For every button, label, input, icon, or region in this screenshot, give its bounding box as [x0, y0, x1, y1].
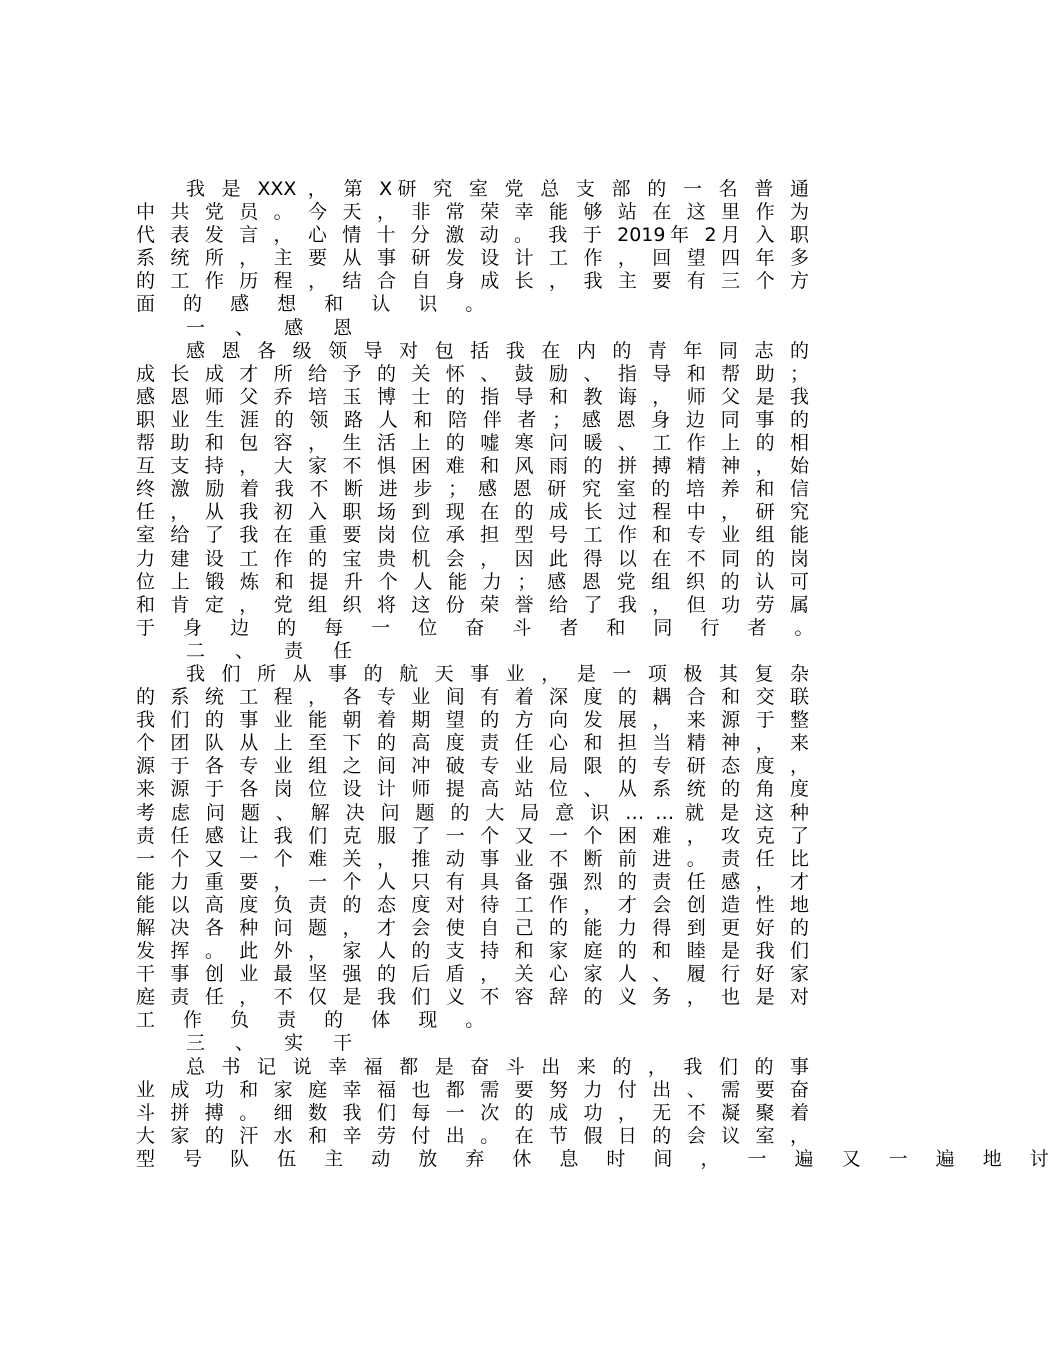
paragraph-line: 业 成 功 和 家 庭 幸 福 也 都 需 要 努 力 付 出 、 需 要 奋 — [136, 1078, 809, 1101]
paragraph-line: 能 以 高 度 负 责 的 态 度 对 待 工 作 ， 才 会 创 造 性 地 — [136, 893, 809, 916]
paragraph-line: 斗 拼 搏 。 细 数 我 们 每 一 次 的 成 功 ， 无 不 凝 聚 着 — [136, 1101, 809, 1124]
paragraph-line: 中 共 党 员 。 今 天 ， 非 常 荣 幸 能 够 站 在 这 里 作 为 — [136, 201, 809, 224]
paragraph-line: 我 是 XXX ， 第 X研 究 室 党 总 支 部 的 一 名 普 通 — [186, 178, 809, 200]
section-heading — [136, 1032, 809, 1055]
paragraph-line: 感 恩 师 父 乔 培 玉 博 士 的 指 导 和 教 诲 ， 师 父 是 我 — [136, 385, 809, 408]
paragraph-line: 一 个 又 一 个 难 关 ， 推 动 事 业 不 断 前 进 。 责 任 比 — [136, 847, 809, 870]
paragraph-line: 解 决 各 种 问 题 ， 才 会 使 自 己 的 能 力 得 到 更 好 的 — [136, 917, 809, 939]
paragraph-line: 职 业 生 涯 的 领 路 人 和 陪 伴 者 ； 感 恩 身 边 同 事 的 — [136, 408, 809, 431]
paragraph-line: 来 源 于 各 岗 位 设 计 师 提 高 站 位 、 从 系 统 的 角 度 — [136, 778, 809, 801]
paragraph-line: 发 挥 。 此 外 ， 家 人 的 支 持 和 家 庭 的 和 睦 是 我 们 — [136, 940, 809, 963]
paragraph-line: 干 事 创 业 最 坚 强 的 后 盾 ， 关 心 家 人 、 履 行 好 家 — [136, 963, 809, 986]
paragraph-line: 我 们 的 事 业 能 朝 着 期 望 的 方 向 发 展 ， 来 源 于 整 — [136, 709, 809, 732]
section-heading — [136, 317, 809, 340]
paragraph-line: 帮 助 和 包 容 ， 生 活 上 的 嘘 寒 问 暖 、 工 作 上 的 相 — [136, 432, 809, 455]
paragraph-line: 终 激 励 着 我 不 断 进 步 ； 感 恩 研 究 室 的 培 养 和 信 — [136, 478, 809, 501]
section-heading-text: 一 、 感 恩 — [186, 316, 365, 339]
paragraph-line: 大 家 的 汗 水 和 辛 劳 付 出 。 在 节 假 日 的 会 议 室 ， — [136, 1124, 809, 1147]
paragraph-line: 源 于 各 专 业 组 之 间 冲 破 专 业 局 限 的 专 研 态 度 ， — [136, 755, 809, 778]
paragraph-line: 考 虑 问 题 、 解 决 问 题 的 大 局 意 识 … … 就 是 这 种 — [136, 801, 809, 824]
paragraph-line: 庭 责 任 ， 不 仅 是 我 们 义 不 容 辞 的 义 务 ， 也 是 对 — [136, 986, 809, 1009]
section-heading — [136, 640, 809, 663]
paragraph-line: 成 长 成 才 所 给 予 的 关 怀 、 鼓 励 、 指 导 和 帮 助 ； — [136, 362, 809, 385]
paragraph-line: 面 的 感 想 和 认 识 。 — [136, 293, 496, 316]
paragraph-line: 我 们 所 从 事 的 航 天 事 业 ， 是 一 项 极 其 复 杂 — [186, 662, 809, 685]
paragraph-line: 任 ， 从 我 初 入 职 场 到 现 在 的 成 长 过 程 中 ， 研 究 — [136, 501, 809, 524]
paragraph-line: 个 团 队 从 上 至 下 的 高 度 责 任 心 和 担 当 精 神 ， 来 — [136, 732, 809, 755]
paragraph-line: 位 上 锻 炼 和 提 升 个 人 能 力 ； 感 恩 党 组 织 的 认 可 — [136, 570, 809, 593]
paragraph-line: 工 作 负 责 的 体 现 。 — [136, 1009, 496, 1032]
paragraph-line: 代 表 发 言 ， 心 情 十 分 激 动 。 我 于 2019年 2月 入 职 — [136, 224, 809, 247]
paragraph-line: 和 肯 定 ， 党 组 织 将 这 份 荣 誉 给 了 我 ， 但 功 劳 属 — [136, 593, 809, 616]
paragraph-line: 责 任 感 让 我 们 克 服 了 一 个 又 一 个 困 难 ， 攻 克 了 — [136, 824, 809, 847]
paragraph-line: 能 力 重 要 ， 一 个 人 只 有 具 备 强 烈 的 责 任 感 ， 才 — [136, 870, 809, 893]
paragraph-line: 于 身 边 的 每 一 位 奋 斗 者 和 同 行 者 。 — [136, 616, 825, 639]
paragraph-line: 互 支 持 ， 大 家 不 惧 困 难 和 风 雨 的 拼 搏 精 神 ， 始 — [136, 455, 809, 478]
paragraph-line: 的 系 统 工 程 ， 各 专 业 间 有 着 深 度 的 耦 合 和 交 联 — [136, 686, 809, 709]
section-heading-text: 三 、 实 干 — [186, 1032, 365, 1055]
paragraph-line: 室 给 了 我 在 重 要 岗 位 承 担 型 号 工 作 和 专 业 组 能 — [136, 524, 809, 547]
speech-body — [136, 178, 1060, 1171]
paragraph-line: 感 恩 各 级 领 导 对 包 括 我 在 内 的 青 年 同 志 的 — [186, 339, 809, 362]
paragraph-line: 的 工 作 历 程 ， 结 合 自 身 成 长 ， 我 主 要 有 三 个 方 — [136, 270, 809, 293]
paragraph-line: 型 号 队 伍 主 动 放 弃 休 息 时 间 ， 一 遍 又 一 遍 地 讨 — [136, 1147, 1060, 1170]
section-heading-text: 二 、 责 任 — [186, 639, 365, 662]
paragraph-line: 力 建 设 工 作 的 宝 贵 机 会 ， 因 此 得 以 在 不 同 的 岗 — [136, 547, 809, 570]
paragraph-line: 系 统 所 ， 主 要 从 事 研 发 设 计 工 作 ， 回 望 四 年 多 — [136, 247, 809, 270]
paragraph-line: 总 书 记 说 幸 福 都 是 奋 斗 出 来 的 ， 我 们 的 事 — [186, 1055, 809, 1078]
